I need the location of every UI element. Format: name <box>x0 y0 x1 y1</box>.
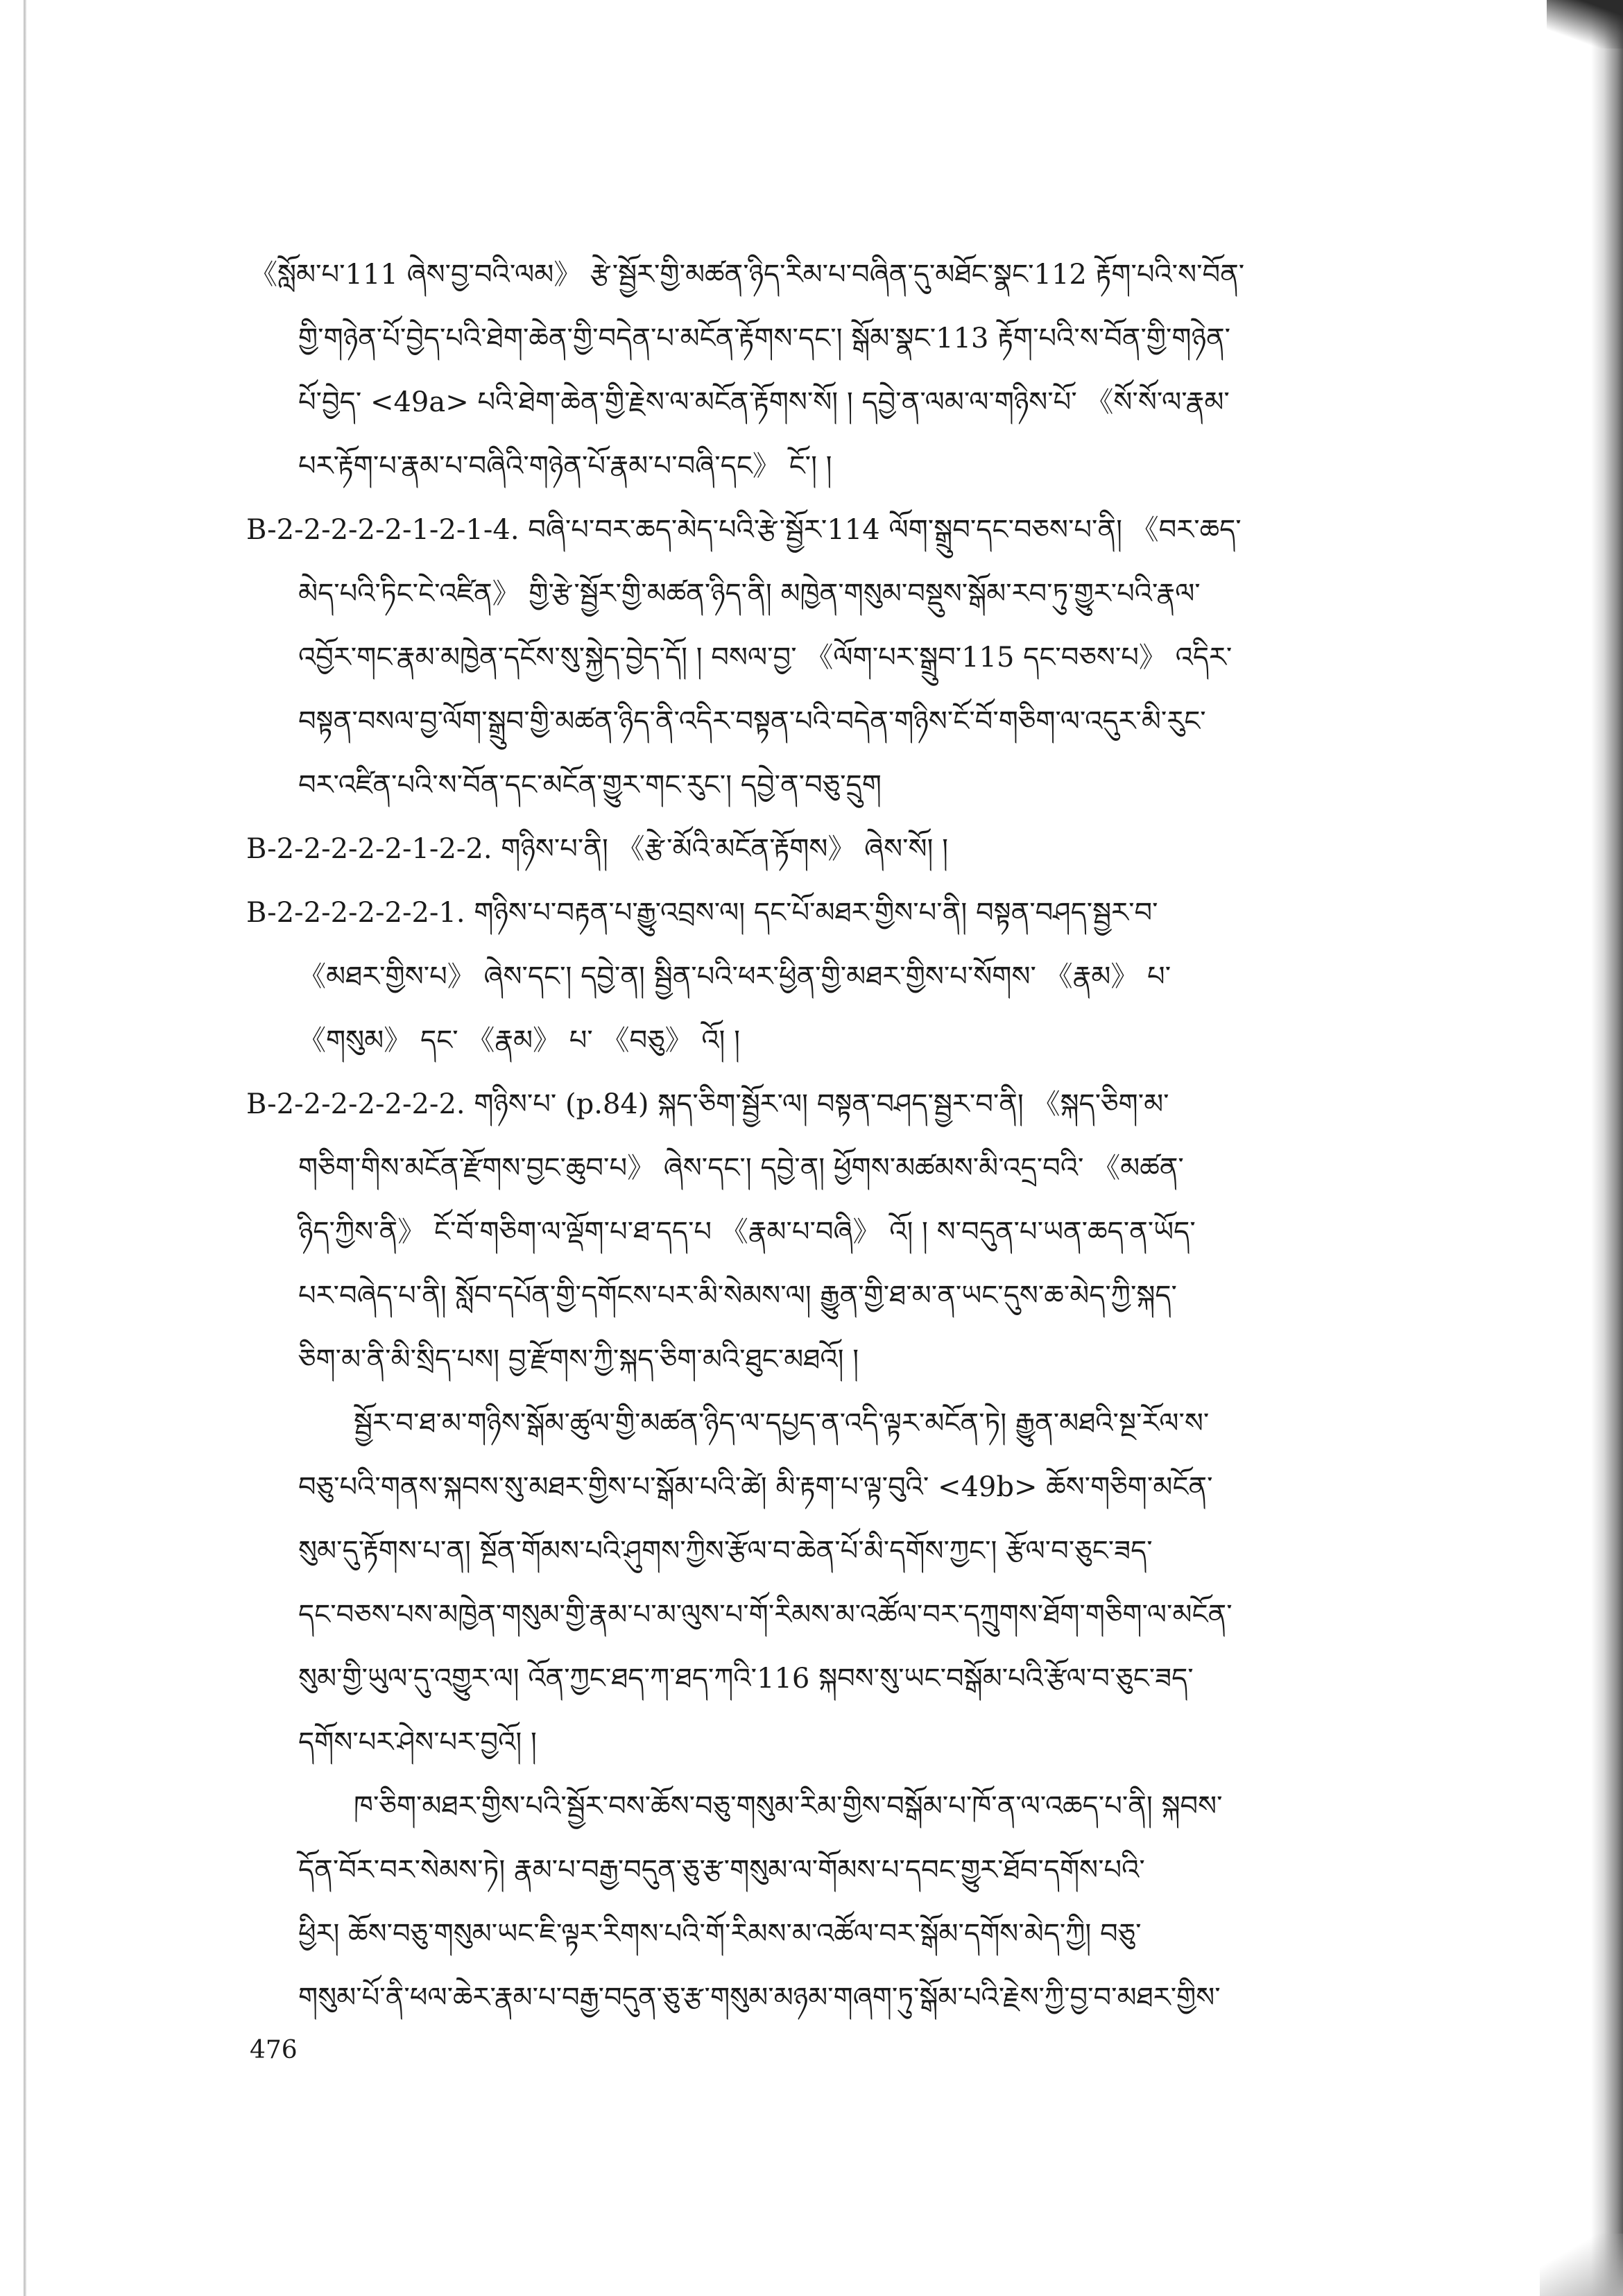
text-body <box>246 243 1470 2030</box>
text-line: གཅིག་གིས་མངོན་རྫོགས་བྱང་ཆུབ་པ》 ཞེས་དང་། དབྱེ་ན། ཕྱོགས་མཚམས་མི་འདྲ་བའི་ 《མཚན་ <box>298 1152 1184 1184</box>
text-line: དོན་བོར་བར་སེམས་ཏེ། རྣམ་པ་བརྒྱ་བདུན་ཅུ་རྩ་གསུམ་ལ་གོམས་པ་དབང་གྱུར་ཐོབ་དགོས་པའི་ <box>298 1854 1145 1886</box>
text-line: དགོས་པར་ཤེས་པར་བྱའོ། ། <box>298 1727 537 1758</box>
text-line: པོ་བྱེད་ <49a> པའི་ཐེག་ཆེན་གྱི་རྗེས་ལ་མངོན་རྟོགས་སོ། ། དབྱེ་ན་ལམ་ལ་གཉིས་པོ་ 《སོ་སོ་ལ་རྣམ་ <box>298 386 1230 418</box>
paragraph-start: ཁ་ཅིག་མཐར་གྱིས་པའི་སྦྱོར་བས་ཆོས་བཅུ་གསུམ་རིམ་གྱིས་བསྒོམ་པ་ཁོ་ན་ལ་འཆད་པ་ནི། སྐབས་ <box>354 1790 1223 1822</box>
text-line: ཉིད་ཀྱིས་ནི》 ངོ་བོ་གཅིག་ལ་ལྡོག་པ་ཐ་དད་པ 《རྣམ་པ་བཞི》 འོ། ། ས་བདུན་པ་ཡན་ཆད་ན་ཡོད་ <box>298 1216 1196 1248</box>
page-right-shadow <box>1591 0 1623 2296</box>
section-heading: B-2-2-2-2-2-2-2. གཉིས་པ་ (p.84) སྐད་ཅིག་སྦྱོར་ལ། བསྟན་བཤད་སྦྱར་བ་ནི། 《སྐད་ཅིག་མ་ <box>246 1088 1169 1120</box>
text-line: གསུམ་པོ་ནི་ཕལ་ཆེར་རྣམ་པ་བརྒྱ་བདུན་ཅུ་རྩ་གསུམ་མཉམ་གཞག་ཏུ་སྒོམ་པའི་རྗེས་ཀྱི་བྱ་བ་མཐར་གྱིས་ <box>298 1982 1221 2014</box>
text-line: འབྱོར་གང་རྣམ་མཁྱེན་དངོས་སུ་སྐྱེད་བྱེད་དོ། ། བསལ་བྱ་ 《ལོག་པར་སྒྲུབ་115 དང་བཅས་པ》 འདིར་ <box>298 642 1233 674</box>
section-heading: B-2-2-2-2-2-1-2-1-4. བཞི་པ་བར་ཆད་མེད་པའི་རྩེ་སྦྱོར་114 ལོག་སྒྲུབ་དང་བཅས་པ་ནི། 《བར་ཆད་ <box>246 514 1242 546</box>
section-heading: B-2-2-2-2-2-1-2-2. གཉིས་པ་ནི། 《རྩེ་མོའི་མངོན་རྟོགས》 ཞེས་སོ། ། <box>246 833 948 865</box>
section-heading: B-2-2-2-2-2-2-1. གཉིས་པ་བརྟན་པ་རྒྱུ་འབྲས་ལ། དང་པོ་མཐར་གྱིས་པ་ནི། བསྟན་བཤད་སྦྱར་བ་ <box>246 897 1158 929</box>
page-left-edge <box>24 0 26 2296</box>
text-line: སུམ་དུ་རྟོགས་པ་ན། སྔོན་གོམས་པའི་ཤུགས་ཀྱིས་རྩོལ་བ་ཆེན་པོ་མི་དགོས་ཀྱང་། རྩོལ་བ་ཅུང་ཟད་ <box>298 1535 1153 1567</box>
text-line: ཅིག་མ་ནི་མི་སྲིད་པས། བྱ་རྫོགས་ཀྱི་སྐད་ཅིག་མའི་ཐུང་མཐའོ། ། <box>298 1344 859 1376</box>
text-line: པར་རྟོག་པ་རྣམ་པ་བཞིའི་གཉེན་པོ་རྣམ་པ་བཞི་དང》 ངོ་། ། <box>298 450 832 482</box>
text-line: ཕྱིར། ཆོས་བཅུ་གསུམ་ཡང་ཇི་ལྟར་རིགས་པའི་གོ་རིམས་མ་འཚོལ་བར་སྒོམ་དགོས་མེད་ཀྱི། བཅུ་ <box>298 1918 1142 1950</box>
text-line: སུམ་གྱི་ཡུལ་དུ་འགྱུར་ལ། འོན་ཀྱང་ཐད་ཀ་ཐད་ཀའི་116 སྐབས་སུ་ཡང་བསྒོམ་པའི་རྩོལ་བ་ཅུང་ཟད་ <box>298 1663 1194 1695</box>
page-bottom-shadow <box>1540 2234 1623 2296</box>
text-line: མེད་པའི་ཏིང་ངེ་འཛིན》 གྱི་རྩེ་སྦྱོར་གྱི་མཚན་ཉིད་ནི། མཁྱེན་གསུམ་བསྡུས་སྒོམ་རབ་ཏུ་གྱུར་པའི་རྣལ་ <box>298 578 1201 610</box>
text-line: 《མཐར་གྱིས་པ》 ཞེས་དང་། དབྱེ་ན། སྦྱིན་པའི་ཕར་ཕྱིན་གྱི་མཐར་གྱིས་པ་སོགས་ 《རྣམ》 པ་ <box>298 961 1171 993</box>
text-line: བར་འཛིན་པའི་ས་བོན་དང་མངོན་གྱུར་གང་རུང་། དབྱེ་ན་བཅུ་དྲུག <box>298 769 882 801</box>
text-line: བསྟན་བསལ་བྱ་ལོག་སྒྲུབ་གྱི་མཚན་ཉིད་ནི་འདིར་བསྟན་པའི་བདེན་གཉིས་ངོ་བོ་གཅིག་ལ་འདུར་མི་རུང་ <box>298 705 1206 737</box>
page-corner-shadow <box>1547 0 1623 49</box>
text-line: པར་བཞེད་པ་ནི། སློབ་དཔོན་གྱི་དགོངས་པར་མི་སེམས་ལ། རྒྱུན་གྱི་ཐ་མ་ན་ཡང་དུས་ཆ་མེད་ཀྱི་སྐད་ <box>298 1280 1177 1312</box>
text-line: 《གསུམ》 དང་ 《རྣམ》 པ་ 《བཅུ》 འོ། ། <box>298 1025 741 1056</box>
paragraph-start: སྦྱོར་བ་ཐ་མ་གཉིས་སྒོམ་ཚུལ་གྱི་མཚན་ཉིད་ལ་དཔྱད་ན་འདི་ལྟར་མངོན་ཏེ། རྒྱུན་མཐའི་སྔ་རོལ་ས་ <box>354 1407 1210 1439</box>
text-line: དང་བཅས་པས་མཁྱེན་གསུམ་གྱི་རྣམ་པ་མ་ལུས་པ་གོ་རིམས་མ་འཚོལ་བར་དཀྲུགས་ཐོག་གཅིག་ལ་མངོན་ <box>298 1599 1233 1631</box>
text-line: བཅུ་པའི་གནས་སྐབས་སུ་མཐར་གྱིས་པ་སྒོམ་པའི་ཚེ། མི་རྟག་པ་ལྟ་བུའི་ <49b> ཆོས་གཅིག་མངོན་ <box>298 1471 1213 1503</box>
text-line: གྱི་གཉེན་པོ་བྱེད་པའི་ཐེག་ཆེན་གྱི་བདེན་པ་མངོན་རྟོགས་དང་། སྒོམ་སྣང་113 རྟོག་པའི་ས་བོན་གྱི་གཉེན་ <box>298 323 1231 354</box>
page-number: 476 <box>250 2036 298 2064</box>
text-line: 《སློམ་པ་111 ཞེས་བྱ་བའི་ལམ》 རྩེ་སྦྱོར་གྱི་མཚན་ཉིད་རིམ་པ་བཞིན་དུ་མཐོང་སྣང་112 རྟོག་པའི་ས་བོན་ <box>250 259 1245 291</box>
